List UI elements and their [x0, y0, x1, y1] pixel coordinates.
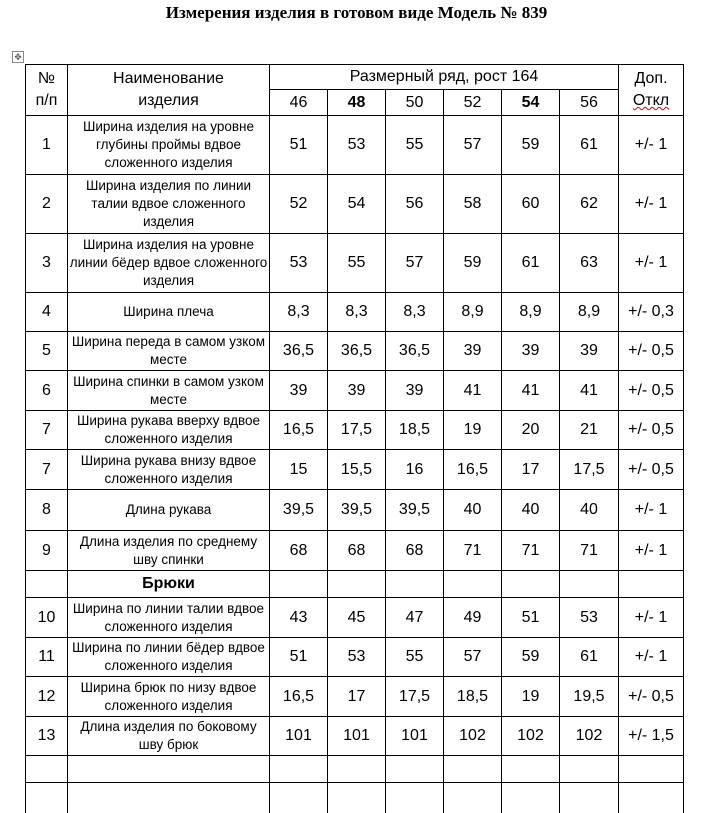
empty-cell — [270, 756, 328, 783]
table-row — [26, 531, 684, 571]
table-row — [26, 450, 684, 490]
empty-cell — [619, 571, 684, 598]
measurement-value: 59 — [444, 234, 502, 293]
measurement-value: 55 — [386, 638, 444, 677]
row-number: 8 — [26, 490, 68, 531]
measurement-value: 56 — [386, 175, 444, 234]
row-number: 2 — [26, 175, 68, 234]
empty-cell — [502, 756, 560, 783]
measurement-value: 61 — [560, 638, 619, 677]
tolerance-value: +/- 0,5 — [619, 332, 684, 371]
measurement-value: 53 — [328, 116, 386, 175]
measurement-value: 71 — [560, 531, 619, 571]
row-number: 5 — [26, 332, 68, 371]
measurement-value: 18,5 — [386, 411, 444, 450]
table-row — [26, 371, 684, 411]
measurement-value: 49 — [444, 598, 502, 638]
measurement-value: 47 — [386, 598, 444, 638]
measurement-value: 53 — [328, 638, 386, 677]
measurement-value: 8,3 — [386, 293, 444, 332]
measurement-value: 17,5 — [386, 677, 444, 717]
measurement-value: 63 — [560, 234, 619, 293]
measurement-value: 59 — [502, 116, 560, 175]
measurement-value: 57 — [386, 234, 444, 293]
measurement-value: 102 — [560, 717, 619, 756]
row-name: Ширина переда в самом узком месте — [68, 332, 270, 371]
row-name: Ширина рукава внизу вдвое сложенного изделия — [68, 450, 270, 490]
empty-cell — [68, 756, 270, 783]
measurement-value: 17 — [328, 677, 386, 717]
measurement-value: 39,5 — [270, 490, 328, 531]
row-number: 13 — [26, 717, 68, 756]
row-name: Ширина изделия по линии талии вдвое сложенного изделия — [68, 175, 270, 234]
measurement-value: 19 — [444, 411, 502, 450]
measurement-value: 40 — [444, 490, 502, 531]
measurement-value: 8,9 — [502, 293, 560, 332]
empty-cell — [270, 571, 328, 598]
measurement-value: 102 — [502, 717, 560, 756]
row-name: Длина изделия по среднему шву спинки — [68, 531, 270, 571]
empty-row — [26, 756, 684, 783]
row-number: 4 — [26, 293, 68, 332]
empty-cell — [560, 783, 619, 813]
empty-cell — [386, 571, 444, 598]
empty-cell — [328, 756, 386, 783]
measurement-value: 39,5 — [328, 490, 386, 531]
row-number: 10 — [26, 598, 68, 638]
measurement-value: 39,5 — [386, 490, 444, 531]
row-name: Ширина изделия на уровне линии бёдер вдвое сложенного изделия — [68, 234, 270, 293]
empty-cell — [560, 756, 619, 783]
tolerance-value: +/- 1 — [619, 116, 684, 175]
measurement-value: 51 — [270, 638, 328, 677]
tolerance-value: +/- 0,5 — [619, 411, 684, 450]
measurement-value: 15,5 — [328, 450, 386, 490]
table-row — [26, 293, 684, 332]
measurement-value: 61 — [502, 234, 560, 293]
table-row — [26, 717, 684, 756]
empty-cell — [619, 756, 684, 783]
empty-cell — [68, 783, 270, 813]
measurement-value: 60 — [502, 175, 560, 234]
tolerance-value: +/- 0,5 — [619, 677, 684, 717]
tolerance-value: +/- 0,5 — [619, 450, 684, 490]
size-header: 46 — [270, 90, 328, 116]
measurement-value: 15 — [270, 450, 328, 490]
measurement-value: 102 — [444, 717, 502, 756]
measurement-value: 71 — [502, 531, 560, 571]
empty-cell — [444, 756, 502, 783]
table-move-handle-icon[interactable]: ✥ — [12, 51, 24, 63]
header-tolerance-line1: Доп. — [634, 70, 668, 87]
size-header: 50 — [386, 90, 444, 116]
table-row — [26, 411, 684, 450]
tolerance-value: +/- 1 — [619, 598, 684, 638]
measurement-value: 16,5 — [270, 677, 328, 717]
empty-cell — [270, 783, 328, 813]
measurement-value: 39 — [386, 371, 444, 411]
tolerance-value: +/- 1 — [619, 531, 684, 571]
measurement-value: 57 — [444, 116, 502, 175]
table-row — [26, 234, 684, 293]
row-name: Ширина спинки в самом узком месте — [68, 371, 270, 411]
tolerance-value: +/- 1 — [619, 490, 684, 531]
header-number-line1: № — [37, 70, 56, 87]
row-number: 12 — [26, 677, 68, 717]
measurement-value: 68 — [386, 531, 444, 571]
measurement-value: 61 — [560, 116, 619, 175]
measurement-value: 51 — [502, 598, 560, 638]
empty-cell — [26, 756, 68, 783]
measurement-value: 101 — [386, 717, 444, 756]
table-row — [26, 677, 684, 717]
measurement-value: 55 — [386, 116, 444, 175]
measurement-value: 8,3 — [270, 293, 328, 332]
measurement-value: 68 — [328, 531, 386, 571]
section-row — [26, 571, 684, 598]
row-name: Ширина по линии бёдер вдвое сложенного изделия — [68, 638, 270, 677]
row-name: Ширина по линии талии вдвое сложенного изделия — [68, 598, 270, 638]
measurement-value: 17 — [502, 450, 560, 490]
row-name: Ширина плеча — [68, 293, 270, 332]
measurement-value: 39 — [502, 332, 560, 371]
size-header: 56 — [560, 90, 619, 116]
row-number: 3 — [26, 234, 68, 293]
measurement-value: 17,5 — [328, 411, 386, 450]
measurement-value: 16 — [386, 450, 444, 490]
measurement-value: 41 — [502, 371, 560, 411]
empty-cell — [444, 571, 502, 598]
tolerance-value: +/- 1 — [619, 175, 684, 234]
measurement-value: 19,5 — [560, 677, 619, 717]
size-header: 54 — [502, 90, 560, 116]
tolerance-value: +/- 1 — [619, 638, 684, 677]
table-row — [26, 175, 684, 234]
empty-cell — [502, 571, 560, 598]
header-size-range: Размерный ряд, рост 164 — [270, 65, 619, 90]
measurement-value: 71 — [444, 531, 502, 571]
empty-cell — [26, 783, 68, 813]
empty-cell — [386, 756, 444, 783]
measurement-value: 57 — [444, 638, 502, 677]
row-name: Ширина рукава вверху вдвое сложенного изделия — [68, 411, 270, 450]
table-row — [26, 490, 684, 531]
measurement-value: 40 — [560, 490, 619, 531]
tolerance-value: +/- 1 — [619, 234, 684, 293]
header-name-line2: изделия — [138, 92, 199, 109]
measurement-value: 19 — [502, 677, 560, 717]
table-row — [26, 598, 684, 638]
measurement-value: 8,9 — [444, 293, 502, 332]
measurement-value: 8,3 — [328, 293, 386, 332]
row-number: 11 — [26, 638, 68, 677]
section-title: Брюки — [68, 571, 270, 598]
measurement-value: 101 — [328, 717, 386, 756]
row-name: Длина рукава — [68, 490, 270, 531]
row-number: 6 — [26, 371, 68, 411]
measurement-value: 16,5 — [444, 450, 502, 490]
measurement-value: 16,5 — [270, 411, 328, 450]
row-number: 7 — [26, 450, 68, 490]
measurement-value: 39 — [328, 371, 386, 411]
header-name — [68, 65, 270, 116]
document-title: Измерения изделия в готовом виде Модель № 839 — [165, 3, 548, 22]
measurement-value: 36,5 — [386, 332, 444, 371]
measurement-value: 54 — [328, 175, 386, 234]
measurements-table — [25, 64, 684, 813]
empty-cell — [328, 571, 386, 598]
measurement-value: 101 — [270, 717, 328, 756]
header-name-line1: Наименование — [113, 70, 224, 87]
measurement-value: 36,5 — [328, 332, 386, 371]
header-number — [26, 65, 68, 116]
empty-cell — [619, 783, 684, 813]
measurement-value: 39 — [560, 332, 619, 371]
header-tolerance — [619, 65, 684, 116]
row-number: 7 — [26, 411, 68, 450]
header-number-line2: п/п — [35, 92, 58, 109]
empty-row — [26, 783, 684, 813]
tolerance-value: +/- 0,3 — [619, 293, 684, 332]
row-name: Ширина брюк по низу вдвое сложенного изделия — [68, 677, 270, 717]
measurement-value: 52 — [270, 175, 328, 234]
measurement-value: 17,5 — [560, 450, 619, 490]
row-name: Длина изделия по боковому шву брюк — [68, 717, 270, 756]
measurement-value: 21 — [560, 411, 619, 450]
size-header: 52 — [444, 90, 502, 116]
measurement-value: 36,5 — [270, 332, 328, 371]
measurement-value: 68 — [270, 531, 328, 571]
measurement-value: 62 — [560, 175, 619, 234]
measurement-value: 51 — [270, 116, 328, 175]
measurement-value: 59 — [502, 638, 560, 677]
measurement-value: 40 — [502, 490, 560, 531]
row-number: 9 — [26, 531, 68, 571]
measurement-value: 58 — [444, 175, 502, 234]
header-tolerance-line2: Откл — [632, 92, 670, 109]
row-number: 1 — [26, 116, 68, 175]
measurement-value: 18,5 — [444, 677, 502, 717]
tolerance-value: +/- 0,5 — [619, 371, 684, 411]
empty-cell — [502, 783, 560, 813]
measurement-value: 39 — [444, 332, 502, 371]
table-row — [26, 638, 684, 677]
row-name: Ширина изделия на уровне глубины проймы вдвое сложенного изделия — [68, 116, 270, 175]
measurement-value: 8,9 — [560, 293, 619, 332]
empty-cell — [560, 571, 619, 598]
measurement-value: 45 — [328, 598, 386, 638]
measurement-value: 55 — [328, 234, 386, 293]
measurement-value: 41 — [560, 371, 619, 411]
section-number-cell — [26, 571, 68, 598]
measurement-value: 53 — [270, 234, 328, 293]
measurement-value: 41 — [444, 371, 502, 411]
table-row — [26, 332, 684, 371]
table-row — [26, 116, 684, 175]
tolerance-value: +/- 1,5 — [619, 717, 684, 756]
measurement-value: 39 — [270, 371, 328, 411]
empty-cell — [328, 783, 386, 813]
measurement-value: 53 — [560, 598, 619, 638]
measurement-value: 20 — [502, 411, 560, 450]
size-header: 48 — [328, 90, 386, 116]
measurement-value: 43 — [270, 598, 328, 638]
empty-cell — [444, 783, 502, 813]
empty-cell — [386, 783, 444, 813]
